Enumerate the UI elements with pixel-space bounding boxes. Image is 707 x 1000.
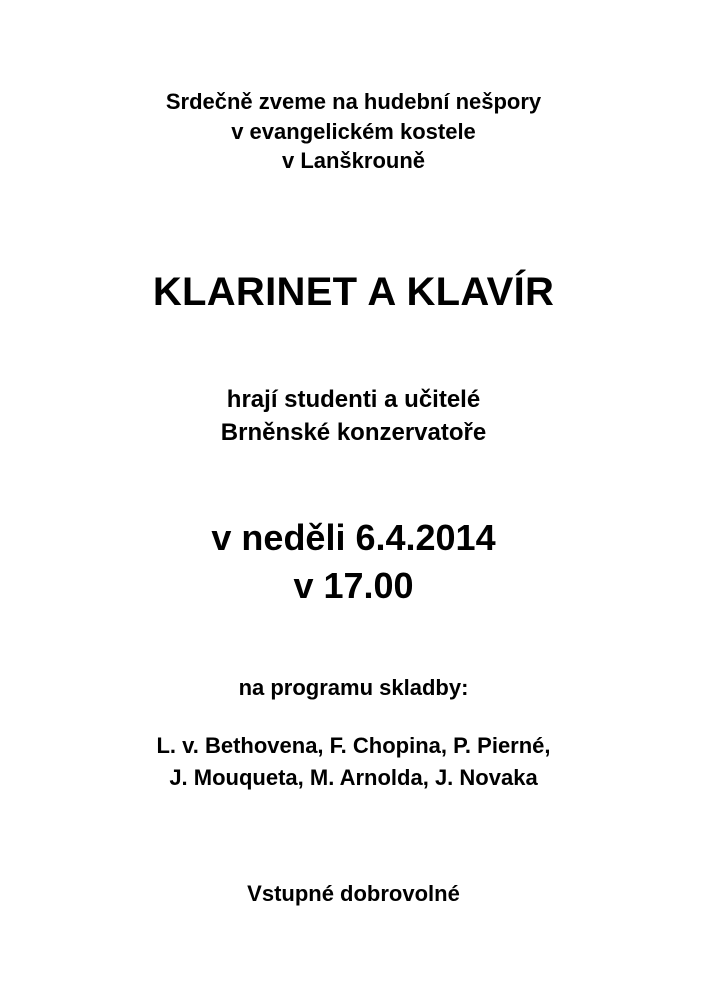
- concert-date: v neděli 6.4.2014: [211, 517, 496, 558]
- invitation-line-2: v evangelickém kostele: [231, 119, 476, 144]
- performers-line-2: Brněnské konzervatoře: [220, 419, 487, 446]
- concert-time: v 17.00: [293, 565, 414, 606]
- concert-title: KLARINET A KLAVÍR: [152, 270, 555, 314]
- composers-line-1: L. v. Bethovena, F. Chopina, P. Pierné,: [156, 733, 551, 758]
- entry-note: Vstupné dobrovolné: [247, 881, 460, 906]
- invitation-line-3: v Lanškrouně: [281, 148, 426, 173]
- program-heading: na programu skladby:: [238, 675, 469, 700]
- composers-line-2: J. Mouqueta, M. Arnolda, J. Novaka: [169, 765, 538, 790]
- performers-line-1: hrají studenti a učitelé: [226, 386, 481, 413]
- invitation-line-1: Srdečně zveme na hudební nešpory: [165, 89, 542, 114]
